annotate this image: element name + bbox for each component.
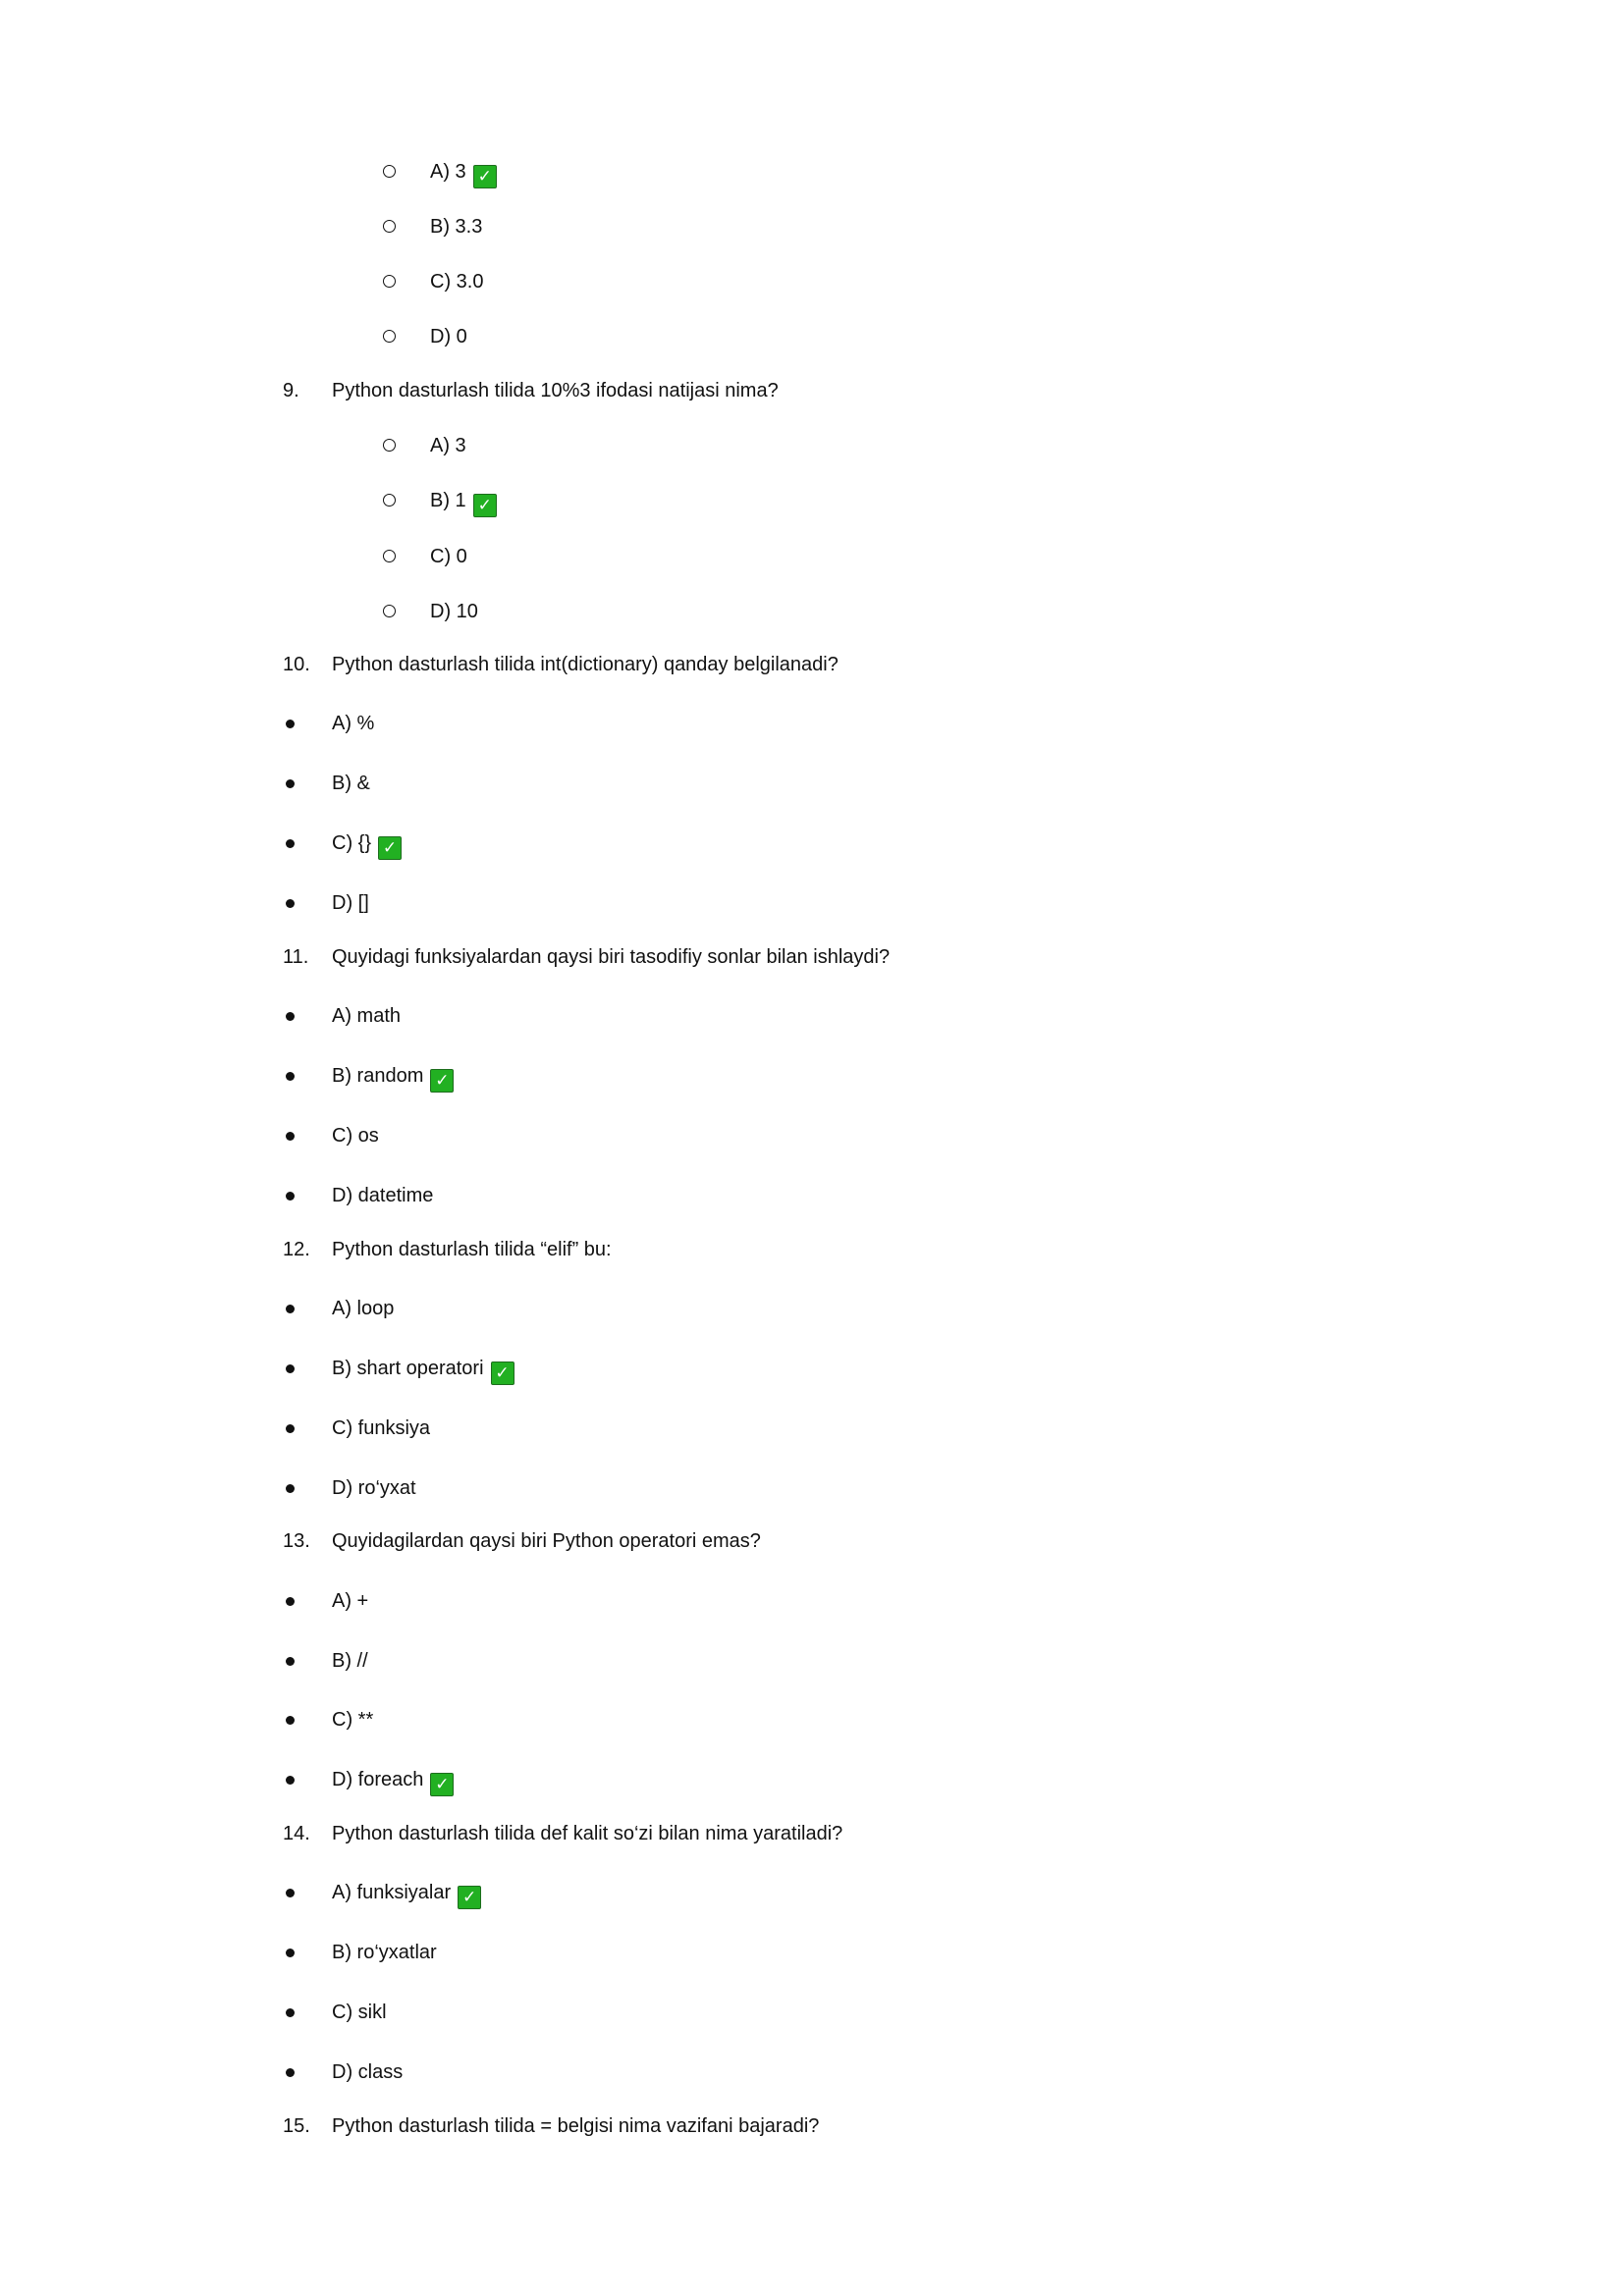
- disc-bullet-icon: [286, 1364, 295, 1373]
- disc-bullet-icon: [286, 2008, 295, 2017]
- correct-check-icon: ✓: [458, 1886, 481, 1909]
- option-text: B) ro‘yxatlar: [332, 1942, 437, 1963]
- question-number: 13.: [283, 1530, 310, 1552]
- option-text: C) {}: [332, 832, 372, 854]
- correct-check-icon: ✓: [430, 1773, 454, 1796]
- disc-bullet-icon: [286, 1424, 295, 1433]
- disc-bullet-icon: [286, 1305, 295, 1313]
- disc-bullet-icon: [286, 1484, 295, 1493]
- question-text: Python dasturlash tilida 10%3 ifodasi natijasi nima?: [332, 380, 779, 401]
- disc-bullet-icon: [286, 720, 295, 728]
- option-text: D) 10: [430, 601, 478, 622]
- disc-bullet-icon: [286, 1192, 295, 1201]
- disc-bullet-icon: [286, 899, 295, 908]
- circle-bullet-icon: [383, 439, 396, 452]
- option-text: D) 0: [430, 326, 467, 347]
- option-text: A) +: [332, 1590, 369, 1612]
- circle-bullet-icon: [383, 605, 396, 617]
- question-number: 11.: [283, 946, 309, 968]
- question-number: 9.: [283, 380, 299, 401]
- option-text: B) //: [332, 1650, 368, 1672]
- correct-check-icon: ✓: [473, 165, 497, 188]
- option-text: C) 0: [430, 546, 467, 567]
- circle-bullet-icon: [383, 550, 396, 562]
- disc-bullet-icon: [286, 1657, 295, 1666]
- disc-bullet-icon: [286, 1889, 295, 1897]
- option-text: A) funksiyalar: [332, 1882, 452, 1903]
- option-text: A) math: [332, 1005, 402, 1027]
- disc-bullet-icon: [286, 839, 295, 848]
- question-number: 12.: [283, 1239, 310, 1260]
- option-text: C) sikl: [332, 2002, 387, 2023]
- disc-bullet-icon: [286, 1132, 295, 1141]
- circle-bullet-icon: [383, 165, 396, 178]
- correct-check-icon: ✓: [473, 494, 497, 517]
- option-text: C) funksiya: [332, 1417, 431, 1439]
- question-text: Python dasturlash tilida = belgisi nima vazifani bajaradi?: [332, 2115, 820, 2137]
- option-text: A) loop: [332, 1298, 395, 1319]
- option-text: B) shart operatori: [332, 1358, 484, 1379]
- disc-bullet-icon: [286, 1716, 295, 1725]
- disc-bullet-icon: [286, 1776, 295, 1785]
- question-number: 15.: [283, 2115, 310, 2137]
- circle-bullet-icon: [383, 220, 396, 233]
- correct-check-icon: ✓: [430, 1069, 454, 1093]
- option-text: D) class: [332, 2061, 404, 2083]
- option-text: B) random: [332, 1065, 424, 1087]
- option-text: C) **: [332, 1709, 374, 1731]
- disc-bullet-icon: [286, 2068, 295, 2077]
- option-text: A) 3: [430, 161, 466, 183]
- question-text: Python dasturlash tilida def kalit so‘zi bilan nima yaratiladi?: [332, 1823, 843, 1844]
- disc-bullet-icon: [286, 1012, 295, 1021]
- circle-bullet-icon: [383, 494, 396, 507]
- option-text: D) foreach: [332, 1769, 424, 1790]
- disc-bullet-icon: [286, 779, 295, 788]
- option-text: C) 3.0: [430, 271, 484, 293]
- question-text: Quyidagilardan qaysi biri Python operatori emas?: [332, 1530, 761, 1552]
- option-text: A) %: [332, 713, 375, 734]
- question-text: Python dasturlash tilida int(dictionary) qanday belgilanadi?: [332, 654, 839, 675]
- circle-bullet-icon: [383, 275, 396, 288]
- circle-bullet-icon: [383, 330, 396, 343]
- question-number: 10.: [283, 654, 310, 675]
- question-text: Python dasturlash tilida “elif” bu:: [332, 1239, 612, 1260]
- question-text: Quyidagi funksiyalardan qaysi biri tasodifiy sonlar bilan ishlaydi?: [332, 946, 891, 968]
- disc-bullet-icon: [286, 1597, 295, 1606]
- question-number: 14.: [283, 1823, 310, 1844]
- option-text: B) 1: [430, 490, 466, 511]
- option-text: D) ro‘yxat: [332, 1477, 416, 1499]
- option-text: C) os: [332, 1125, 379, 1147]
- disc-bullet-icon: [286, 1072, 295, 1081]
- option-text: A) 3: [430, 435, 466, 456]
- option-text: B) &: [332, 773, 370, 794]
- correct-check-icon: ✓: [378, 836, 402, 860]
- disc-bullet-icon: [286, 1949, 295, 1957]
- option-text: B) 3.3: [430, 216, 483, 238]
- option-text: D) datetime: [332, 1185, 434, 1206]
- correct-check-icon: ✓: [491, 1362, 514, 1385]
- option-text: D) []: [332, 892, 369, 914]
